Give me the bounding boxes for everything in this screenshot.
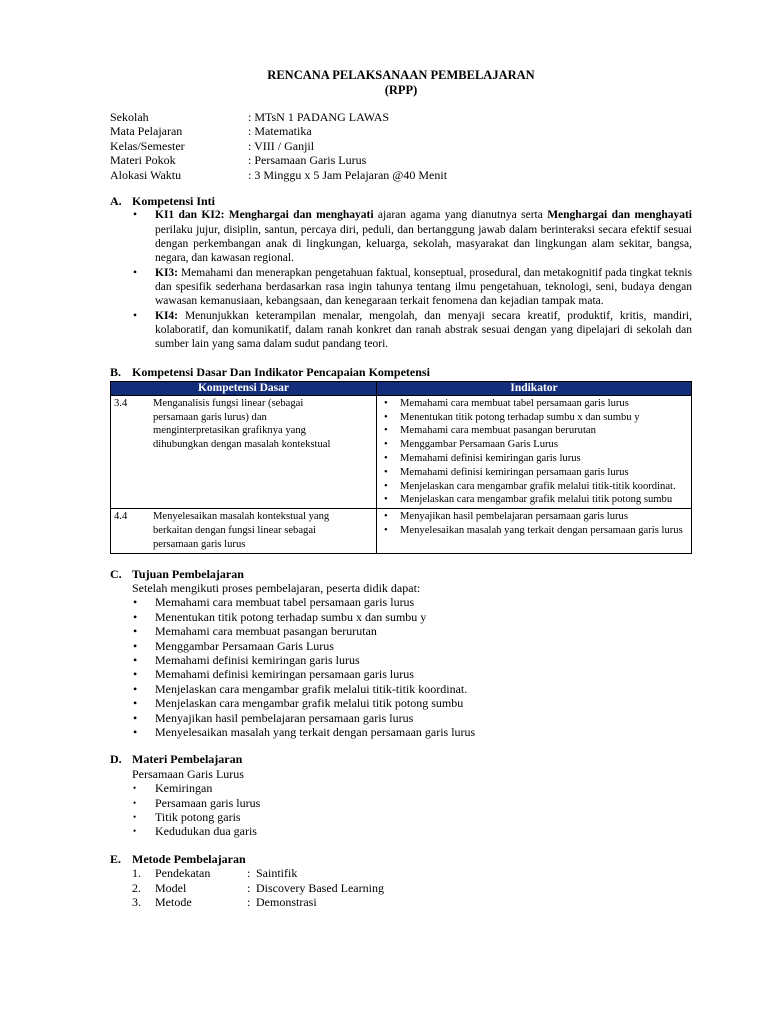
list-item: • Menjelaskan cara mengambar grafik melalui titik-titik koordinat.	[155, 682, 692, 696]
list-item: • Menjelaskan cara mengambar grafik melalui titik potong sumbu	[155, 696, 692, 710]
section-intro: Persamaan Garis Lurus	[132, 766, 244, 781]
indicator-list	[380, 510, 688, 538]
section-heading: B. Kompetensi Dasar Dan Indikator Pencapaian Kompetensi	[110, 365, 430, 380]
list-item: • Menyelesaikan masalah yang terkait dengan persamaan garis lurus	[400, 524, 688, 538]
list-item: • Memahami cara membuat tabel persamaan garis lurus	[400, 397, 688, 411]
list-item: • Menentukan titik potong terhadap sumbu x dan sumbu y	[155, 610, 692, 624]
section-intro: Setelah mengikuti proses pembelajaran, peserta didik dapat:	[132, 580, 421, 595]
list-item: • Kemiringan	[155, 781, 692, 795]
list-item: • Memahami definisi kemiringan garis lurus	[155, 653, 692, 667]
document-subtitle: (RPP)	[384, 82, 418, 97]
ki1-item: • KI1 dan KI2: Menghargai dan menghayati ajaran agama yang dianutnya serta Menghargai dan menghayati perilaku jujur, disiplin, santun, percaya diri, peduli, dan bertanggung jawab dalam berinteraksi secara efektif sesuai dengan perkembangan anak di lingkungan, keluarga, sekolah, masyarakat dan lingkungan alam sekitar, bangsa, negara, dan kawasan regional.	[155, 208, 692, 265]
identity-value: : 3 Minggu x 5 Jam Pelajaran @40 Menit	[248, 167, 448, 182]
identity-value: : MTsN 1 PADANG LAWAS	[248, 110, 390, 124]
identity-row	[110, 168, 447, 182]
list-item: • Menentukan titik potong terhadap sumbu x dan sumbu y	[400, 411, 688, 425]
column-header-indikator: Indikator	[377, 381, 692, 395]
ki3-item: • KI3: Memahami dan menerapkan pengetahuan faktual, konseptual, prosedural, dan metakognitif pada tingkat teknis dan spesifik sederhana berdasarkan rasa ingin tahunya tentang ilmu pengetahuan, teknologi, seni, budaya dengan wawasan kemanusiaan, kebangsaan, dan kenegaraan terkait fenomena dan kejadian tampak mata.	[155, 266, 692, 309]
identity-key: Sekolah	[110, 110, 149, 124]
list-item: • Menjelaskan cara mengambar grafik melalui titik-titik koordinat.	[400, 480, 688, 494]
list-item: • Memahami cara membuat pasangan berurutan	[155, 624, 692, 638]
list-item: • Persamaan garis lurus	[155, 796, 692, 810]
list-item: • Titik potong garis	[155, 810, 692, 824]
section-kompetensi-dasar	[110, 365, 692, 553]
identity-value: : Matematika	[248, 124, 312, 139]
identity-row	[110, 153, 447, 167]
tujuan-list	[110, 595, 692, 739]
list-item: • Memahami definisi kemiringan persamaan garis lurus	[155, 667, 692, 681]
kd-number: 4.4	[111, 509, 150, 553]
section-tujuan-pembelajaran	[110, 567, 692, 740]
table-row	[111, 395, 692, 508]
table-header-row	[111, 381, 692, 395]
indicator-cell	[377, 509, 692, 553]
list-item: • Menyajikan hasil pembelajaran persamaan garis lurus	[155, 711, 692, 725]
section-heading: A. Kompetensi Inti	[110, 194, 216, 209]
identity-key: Mata Pelajaran	[110, 124, 183, 139]
list-item: • Menyajikan hasil pembelajaran persamaan garis lurus	[400, 510, 688, 524]
section-kompetensi-inti	[110, 194, 692, 351]
list-item: • Menjelaskan cara mengambar grafik melalui titik potong sumbu	[400, 493, 688, 507]
identity-value: : Persamaan Garis Lurus	[248, 153, 367, 168]
identity-value: : VIII / Ganjil	[248, 138, 315, 153]
identity-key: Kelas/Semester	[110, 138, 185, 153]
ki4-item: • KI4: Menunjukkan keterampilan menalar, mengolah, dan menyaji secara kreatif, produktif, kritis, mandiri, kolaboratif, dan komunikatif, dalam ranah konkret dan ranah abstrak sesuai dengan yang dipelajari di sekolah dan sumber lain yang sama dalam sudut pandang teori.	[155, 309, 692, 352]
section-heading: D. Materi Pembelajaran	[110, 752, 243, 767]
list-item: • Kedudukan dua garis	[155, 824, 692, 838]
kd-number: 3.4	[111, 395, 150, 508]
list-item: 1. Pendekatan : Saintifik	[132, 866, 298, 881]
document-title: RENCANA PELAKSANAAN PEMBELAJARAN	[267, 68, 535, 82]
metode-list	[110, 866, 692, 909]
materi-list	[110, 781, 692, 839]
list-item: • Memahami definisi kemiringan persamaan garis lurus	[400, 466, 688, 480]
list-item: 3. Metode : Demonstrasi	[132, 895, 317, 910]
identity-key: Alokasi Waktu	[110, 167, 182, 182]
identity-row	[110, 124, 447, 138]
list-item: • Menyelesaikan masalah yang terkait dengan persamaan garis lurus	[155, 725, 692, 739]
section-materi-pembelajaran	[110, 752, 692, 838]
ki-list	[110, 208, 692, 351]
list-item: • Menggambar Persamaan Garis Lurus	[400, 438, 688, 452]
column-header-kd: Kompetensi Dasar	[111, 381, 377, 395]
identity-table	[110, 110, 447, 182]
identity-row	[110, 110, 447, 124]
section-heading: C. Tujuan Pembelajaran	[110, 566, 244, 581]
rpp-document	[110, 68, 692, 910]
list-item: • Menggambar Persamaan Garis Lurus	[155, 639, 692, 653]
kd-text: Menyelesaikan masalah kontekstual yang berkaitan dengan fungsi linear sebagai persamaan garis lurus	[149, 509, 377, 553]
list-item: • Memahami cara membuat tabel persamaan garis lurus	[155, 595, 692, 609]
list-item: • Memahami cara membuat pasangan berurutan	[400, 424, 688, 438]
indicator-cell	[377, 395, 692, 508]
indicator-list	[380, 397, 688, 507]
list-item: 2. Model : Discovery Based Learning	[132, 880, 384, 895]
section-metode-pembelajaran	[110, 852, 692, 910]
kd-indicator-table	[110, 381, 692, 554]
identity-row	[110, 139, 447, 153]
list-item: • Memahami definisi kemiringan garis lurus	[400, 452, 688, 466]
table-row	[111, 509, 692, 553]
kd-text: Menganalisis fungsi linear (sebagai persamaan garis lurus) dan menginterpretasikan grafiknya yang dihubungkan dengan masalah kontekstual	[149, 395, 377, 508]
identity-key: Materi Pokok	[110, 153, 176, 168]
section-heading: E. Metode Pembelajaran	[110, 851, 246, 866]
